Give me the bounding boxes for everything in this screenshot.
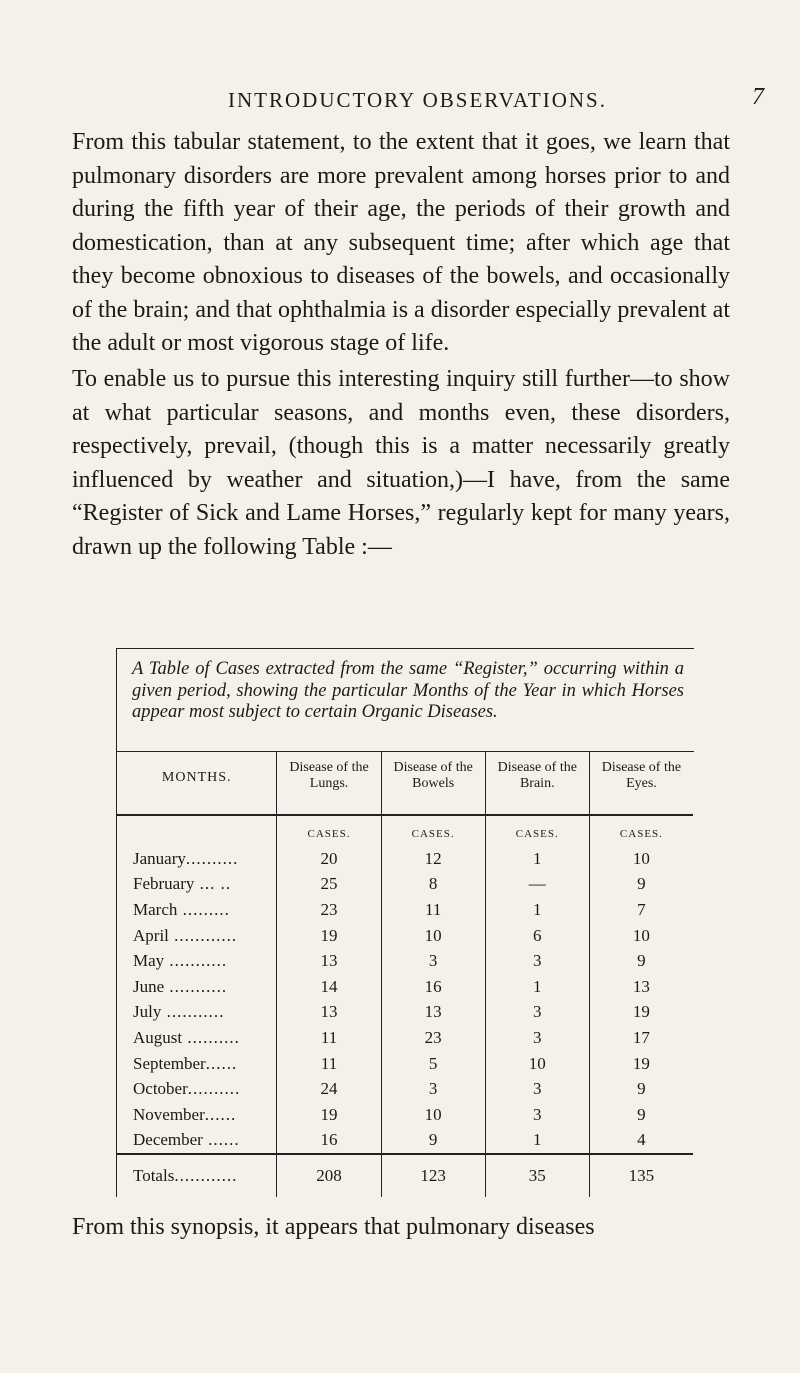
dot-leader: ...... [202,1130,240,1150]
eyes-cell: 19 [589,1000,693,1026]
month-name: March [133,899,178,919]
month-name: April [133,925,169,945]
bowels-cell: 12 [381,846,485,872]
month-name: November [133,1104,205,1124]
month-cell [117,1051,277,1077]
bowels-cell: 13 [381,1000,485,1026]
total-eyes: 135 [589,1154,693,1197]
paragraph-1: From this tabular statement, to the extent that it goes, we learn that pulmonary disorders are more prevalent among horses prior to and during the fifth year of their age, the periods of their growth and domestication, than at any subsequent time; after which age that they become obnoxious to diseases of the bowels, and occasionally of the brain; and that ophthalmia is a disorder especially prevalent at the adult or most vigorous stage of life. [72,129,730,356]
lungs-cell: 14 [277,974,381,1000]
bowels-cell: 10 [381,923,485,949]
header-bowels: Disease of the Bowels [381,752,485,815]
month-name: July [133,1002,162,1022]
lungs-cell: 19 [277,1102,381,1128]
table-row [117,1051,693,1077]
bowels-cell: 11 [381,897,485,923]
lungs-cell: 25 [277,872,381,898]
dot-leader: ...... [205,1053,238,1073]
header-months: MONTHS. [117,752,277,815]
lungs-cell: 19 [277,923,381,949]
brain-cell: 3 [485,1025,589,1051]
dot-leader: ........... [164,951,228,971]
brain-cell: 1 [485,846,589,872]
eyes-cell: 10 [589,923,693,949]
brain-cell: — [485,872,589,898]
table-row [117,1000,693,1026]
month-name: August [133,1027,183,1047]
cases-empty [117,815,277,846]
lungs-cell: 13 [277,1000,381,1026]
brain-cell: 1 [485,897,589,923]
totals-label-cell [117,1154,277,1197]
header-brain: Disease of the Brain. [485,752,589,815]
dot-leader: ...... [204,1104,237,1124]
table-row [117,923,693,949]
brain-cell: 3 [485,1000,589,1026]
month-cell [117,1076,277,1102]
lungs-cell: 23 [277,897,381,923]
month-cell [117,872,277,898]
cases-label: CASES. [485,815,589,846]
eyes-cell: 9 [589,1102,693,1128]
bowels-cell: 8 [381,872,485,898]
eyes-cell: 10 [589,846,693,872]
month-cell [117,846,277,872]
month-name: October [133,1079,188,1099]
table-row [117,1076,693,1102]
bowels-cell: 3 [381,1076,485,1102]
month-cell [117,923,277,949]
bowels-cell: 23 [381,1025,485,1051]
header-eyes: Disease of the Eyes. [589,752,693,815]
month-name: December [133,1130,203,1150]
lungs-cell: 20 [277,846,381,872]
page-number: 7 [752,84,764,110]
dot-leader: ........... [161,1002,225,1022]
cases-row [117,815,693,846]
eyes-cell: 9 [589,948,693,974]
brain-cell: 1 [485,974,589,1000]
dot-leader: ... .. [194,874,232,894]
paragraph-2: To enable us to pursue this interesting inquiry still further—to show at what particular seasons, and months even, these disorders, respectively, prevail, (though this is a matter necessarily greatly influenced by weather and situation,)—I have, from the same “Register of Sick and Lame Horses,” regularly kept for many years, drawn up the following Table :— [72,366,730,560]
brain-cell: 3 [485,1102,589,1128]
cases-label: CASES. [277,815,381,846]
total-lungs: 208 [277,1154,381,1197]
brain-cell: 3 [485,948,589,974]
table-row [117,846,693,872]
eyes-cell: 9 [589,872,693,898]
month-cell [117,1128,277,1155]
eyes-cell: 4 [589,1128,693,1155]
brain-cell: 10 [485,1051,589,1077]
table-row [117,872,693,898]
lungs-cell: 13 [277,948,381,974]
dot-leader: .......... [187,1079,241,1099]
lungs-cell: 11 [277,1051,381,1077]
disease-table [117,752,693,1197]
lungs-cell: 24 [277,1076,381,1102]
month-name: June [133,976,165,996]
table-header-row [117,752,693,815]
dot-leader: ........... [164,976,228,996]
eyes-cell: 9 [589,1076,693,1102]
month-cell [117,1025,277,1051]
dot-leader: .......... [182,1027,240,1047]
lungs-cell: 16 [277,1128,381,1155]
table-row [117,1102,693,1128]
total-bowels: 123 [381,1154,485,1197]
month-cell [117,1000,277,1026]
table-row [117,974,693,1000]
table-row [117,1025,693,1051]
month-name: February [133,874,195,894]
month-name: January [133,848,186,868]
month-name: September [133,1053,206,1073]
table-row [117,1128,693,1155]
month-cell [117,948,277,974]
month-name: May [133,951,165,971]
bowels-cell: 3 [381,948,485,974]
table-row [117,948,693,974]
running-title: INTRODUCTORY OBSERVATIONS. [228,88,607,112]
totals-label: Totals [133,1166,175,1186]
bowels-cell: 10 [381,1102,485,1128]
table-row [117,897,693,923]
table-caption: A Table of Cases extracted from the same “Register,” occurring within a given period, showing the particular Months of the Year in which Horses appear most subject to certain Organic Diseases. [132,659,684,722]
table-top-border [116,648,694,649]
lungs-cell: 11 [277,1025,381,1051]
eyes-cell: 13 [589,974,693,1000]
bowels-cell: 16 [381,974,485,1000]
brain-cell: 1 [485,1128,589,1155]
totals-row [117,1154,693,1197]
dot-leader: ............ [174,1166,238,1186]
eyes-cell: 7 [589,897,693,923]
dot-leader: ......... [177,899,230,919]
cases-label: CASES. [589,815,693,846]
cases-label: CASES. [381,815,485,846]
dot-leader: .......... [185,848,239,868]
eyes-cell: 19 [589,1051,693,1077]
dot-leader: ............ [168,925,238,945]
brain-cell: 6 [485,923,589,949]
month-cell [117,974,277,1000]
brain-cell: 3 [485,1076,589,1102]
eyes-cell: 17 [589,1025,693,1051]
paragraph-3: From this synopsis, it appears that pulmonary diseases [72,1214,595,1240]
running-header [0,84,800,118]
total-brain: 35 [485,1154,589,1197]
bowels-cell: 5 [381,1051,485,1077]
month-cell [117,897,277,923]
header-lungs: Disease of the Lungs. [277,752,381,815]
month-cell [117,1102,277,1128]
bowels-cell: 9 [381,1128,485,1155]
